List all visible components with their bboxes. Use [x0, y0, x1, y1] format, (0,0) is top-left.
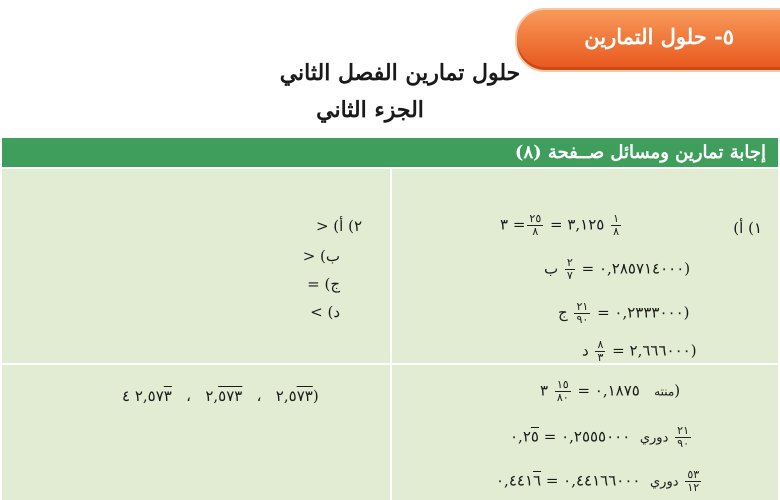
q1-a-mixed-fraction	[611, 213, 621, 238]
answers-table	[2, 138, 778, 500]
q3-c-fraction	[685, 469, 701, 494]
q3-b-num: ٢١	[677, 424, 689, 437]
q2-a: ٢) أ) <	[315, 217, 362, 235]
q1-b-equation	[544, 257, 690, 282]
q4-values	[122, 387, 319, 405]
q1-c-fraction	[574, 301, 590, 326]
q4-value-2	[205, 387, 242, 405]
q4-v1-repeat: ٧٣	[296, 387, 313, 405]
q3-a-result: ٠,١٨٧٥ =	[577, 381, 640, 400]
q2-d: د) >	[310, 303, 340, 321]
q3-a-den: ٨٠	[556, 391, 569, 404]
q3-b-repeat: ٥	[530, 427, 539, 446]
q3-a-fraction	[555, 379, 571, 404]
q2-c: ج) =	[307, 275, 340, 293]
q3-a-type: منته	[654, 384, 675, 399]
q2-b: ب) <	[302, 247, 340, 265]
q1-c-den: ٩٠	[576, 313, 589, 326]
q3-b-fraction	[675, 425, 691, 450]
q3-b-result: ٠,٢٥٥٥٠٠٠ = ٠,٢	[510, 427, 631, 446]
q4-separator: ،	[256, 387, 262, 405]
q1-b-label: ب)	[544, 259, 691, 278]
section-tab	[515, 8, 780, 72]
q1-c-equation	[558, 301, 690, 326]
q4-v3-repeat: ٣	[163, 387, 172, 405]
q4-label: ٤)	[122, 387, 319, 405]
page-title: حلول تمارين الفصل الثاني	[279, 60, 521, 86]
q1-d-result: ٢,٦٦٦٠٠٠ =	[612, 341, 691, 360]
q4-v1-base: ٢,٥	[275, 387, 297, 405]
cell-q1	[392, 169, 778, 363]
q1-d-num: ٨	[597, 338, 604, 351]
q1-c-label: ج)	[558, 303, 690, 322]
q3-c-repeat: ٦	[533, 471, 542, 490]
q3-c-num: ٥٣	[687, 468, 700, 481]
q4-v2-base: ٢,	[205, 387, 219, 405]
q1-d-label: د)	[582, 341, 697, 360]
table-row	[2, 167, 778, 363]
q1-d-fraction	[595, 339, 605, 364]
q3-label: ٣)	[540, 381, 681, 400]
q1-b-num: ٢	[566, 256, 573, 269]
table-header: إجابة تمارين ومسائل صــفحة (٨)	[2, 138, 778, 167]
q1-d-equation	[582, 339, 697, 364]
q1-a-frac-num: ٢٥	[529, 212, 542, 225]
q4-v2-repeat: ٥٧٣	[218, 387, 243, 405]
q1-d-den: ٣	[597, 351, 604, 364]
q3-c-result: ٠,٤٤١٦٦٠٠٠ = ٠,٤٤١	[496, 471, 641, 490]
page-subtitle: الجزء الثاني	[316, 97, 424, 123]
q3-a-equation	[540, 379, 680, 404]
q1-b-den: ٧	[566, 269, 573, 282]
q4-value-1	[276, 387, 313, 405]
q3-b-type: دوري	[639, 430, 669, 446]
q1-a-result: ٣,١٢٥ =	[550, 215, 605, 234]
q4-separator: ،	[186, 387, 192, 405]
q1-a-label: ١) أ)	[733, 219, 762, 237]
q4-v3-base: ٢,٥٧	[134, 387, 164, 405]
q3-a-num: ١٥	[556, 378, 569, 391]
q1-b-result: ٠,٢٨٥٧١٤٠٠٠ =	[581, 259, 685, 278]
q1-b-fraction	[565, 257, 575, 282]
table-row	[2, 363, 778, 500]
q1-a-frac-den: ٨	[532, 225, 539, 238]
q3-b-den: ٩٠	[677, 437, 689, 450]
q1-c-result: ٠,٢٣٣٣٠٠٠ =	[597, 303, 684, 322]
q3-c-den: ١٢	[687, 481, 700, 494]
section-tab-label: ٥- حلول التمارين	[584, 24, 734, 49]
q1-a-mixed-den: ٨	[613, 225, 620, 238]
q1-a-fraction	[527, 213, 543, 238]
cell-q4	[2, 365, 392, 500]
q1-a-mixed-num: ١	[613, 212, 620, 225]
q1-a-whole: ٣	[500, 215, 509, 234]
cell-q3	[392, 365, 778, 500]
q3-c-equation	[496, 469, 703, 494]
q3-c-type: دوري	[650, 474, 679, 490]
q4-value-3	[135, 387, 172, 405]
q1-a-equation: ٣,١٢٥ = $\frac{٢٥}{٨}$ = ٣ $\frac{١}{٨}$	[500, 212, 620, 238]
q1-c-num: ٢١	[576, 300, 589, 313]
q3-b-equation	[510, 425, 693, 450]
cell-q2	[2, 169, 392, 363]
